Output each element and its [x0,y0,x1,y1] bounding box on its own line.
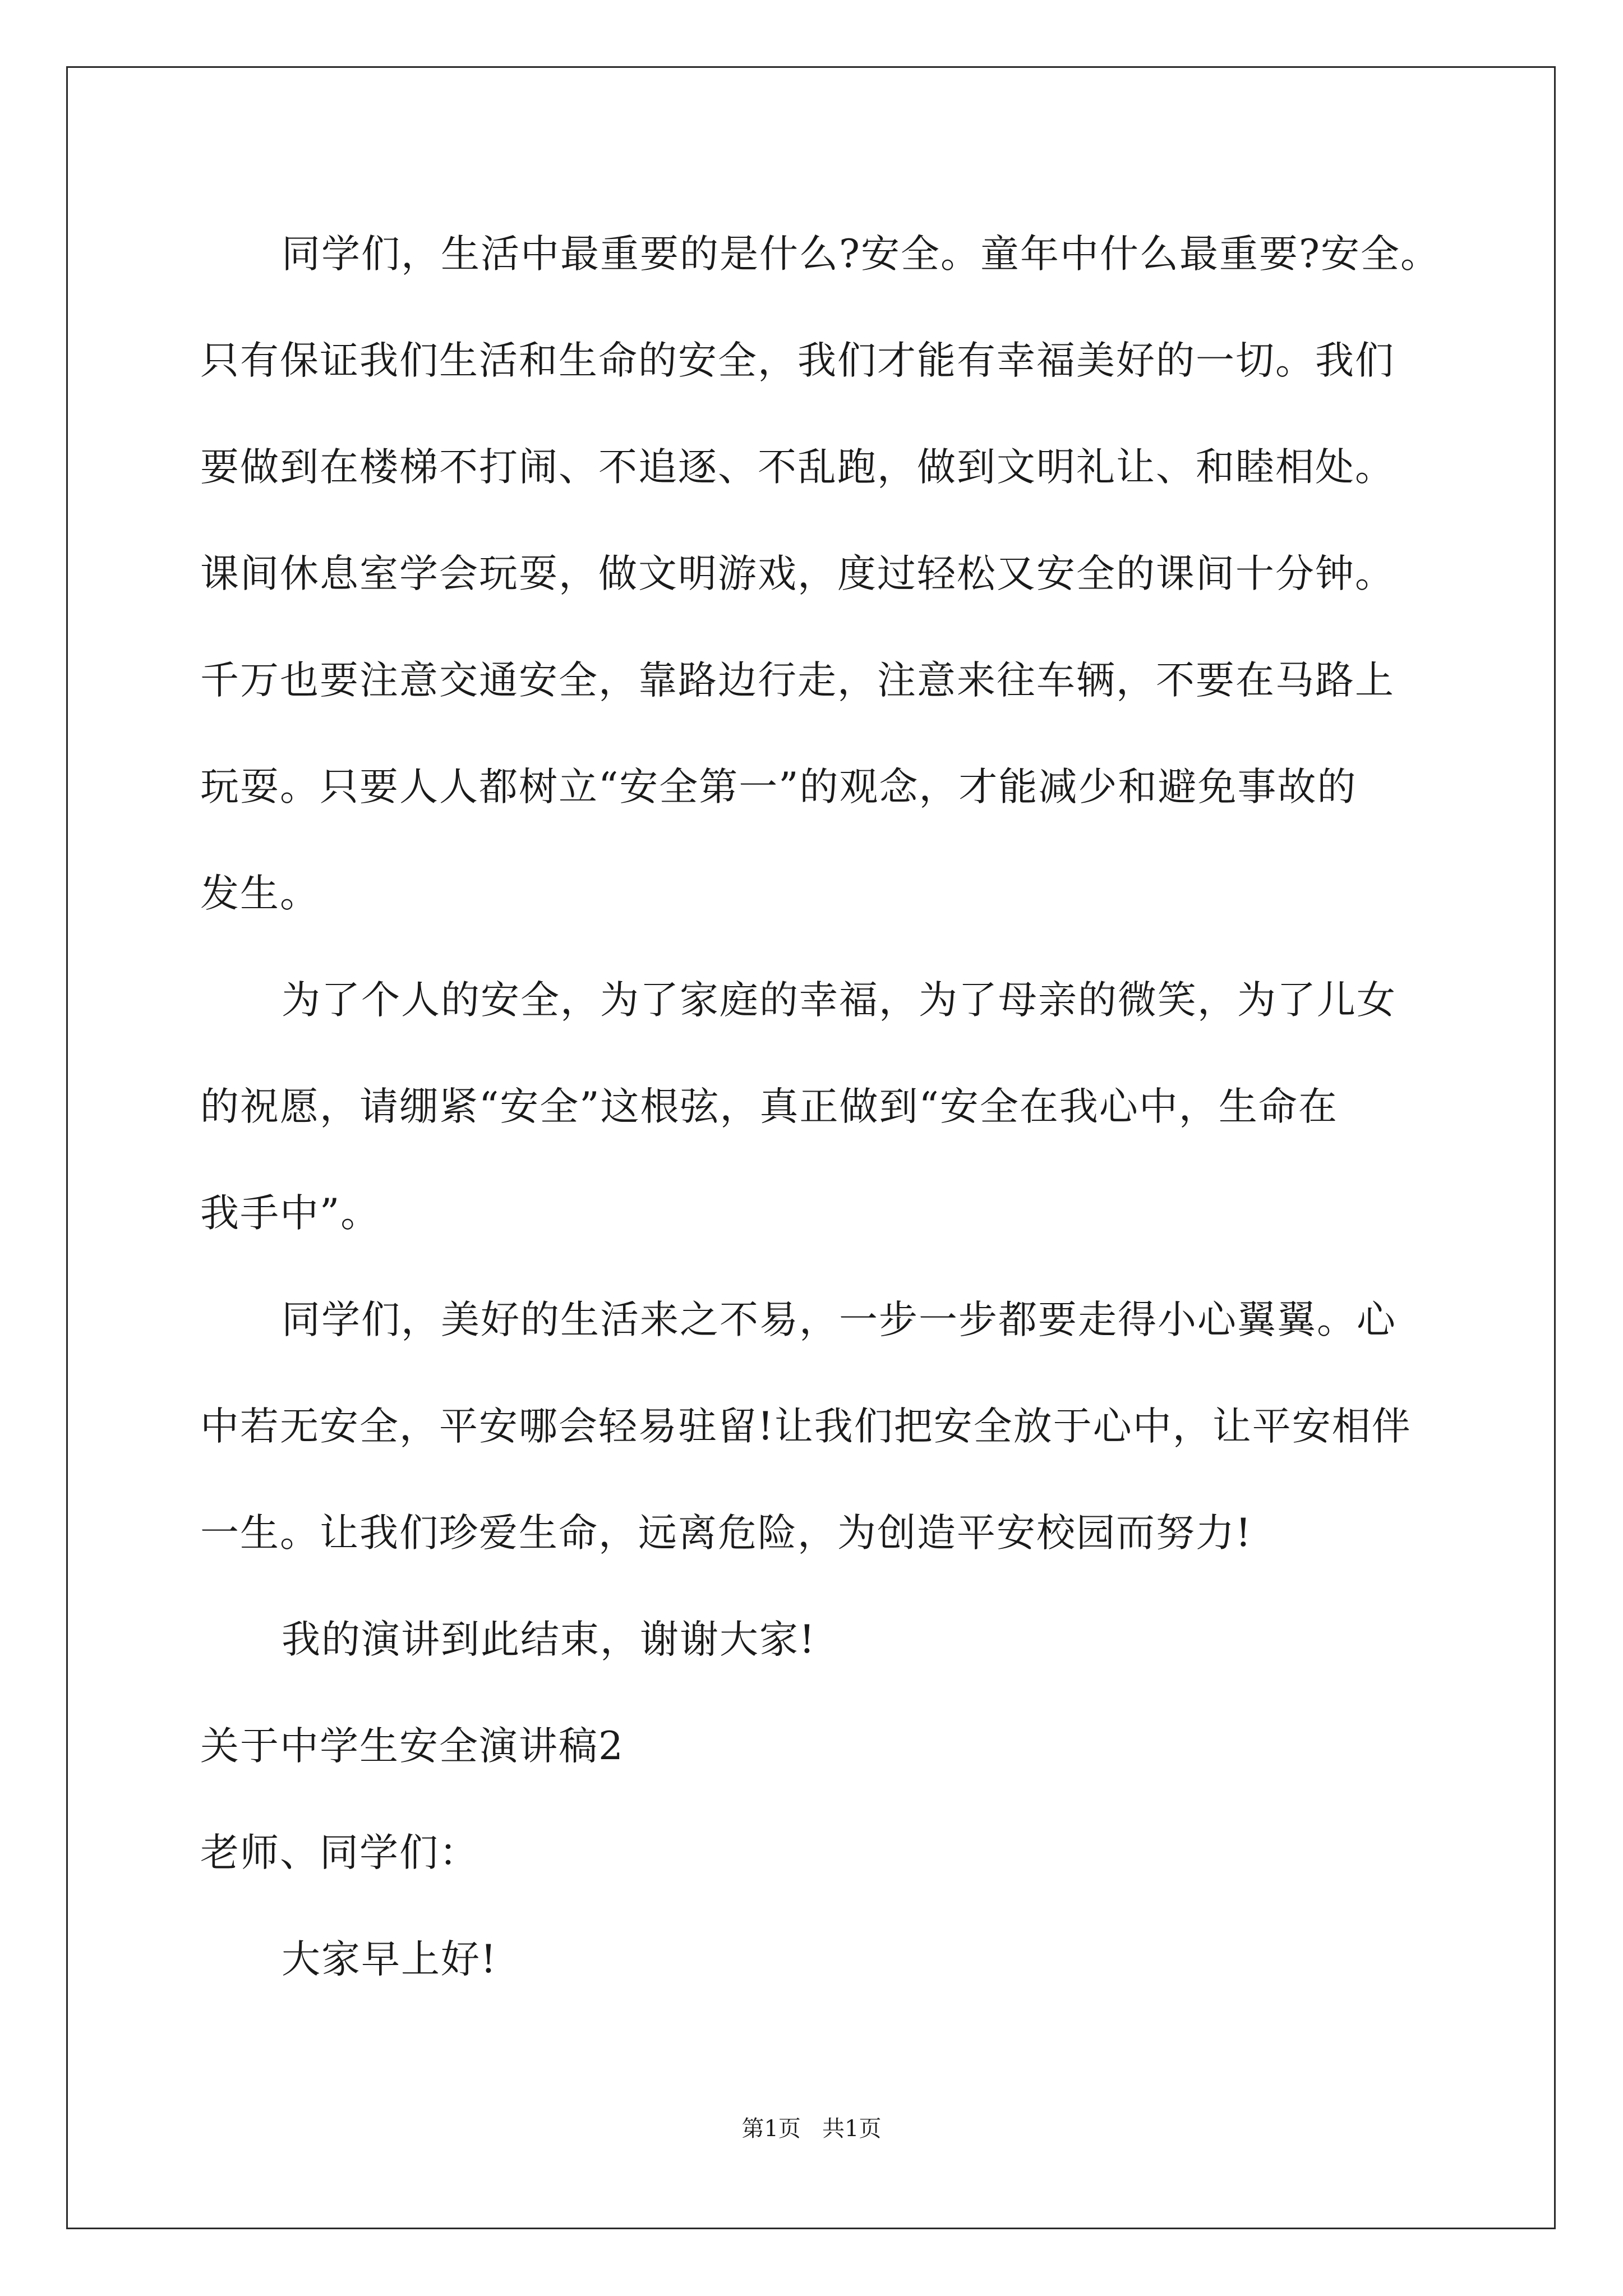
salutation: 老师、同学们： [200,1830,479,1875]
paragraph-line: 我的演讲到此结束，谢谢大家! [282,1617,816,1662]
paragraph-line: 为了个人的安全，为了家庭的幸福，为了母亲的微笑，为了儿女 [282,978,1396,1023]
paragraph-line: 同学们，生活中最重要的是什么?安全。童年中什么最重要?安全。 [282,232,1440,277]
paragraph-line: 一生。让我们珍爱生命，远离危险，为创造平安校园而努力! [200,1511,1252,1556]
paragraph-line: 中若无安全，平安哪会轻易驻留!让我们把安全放于心中，让平安相伴 [200,1404,1412,1449]
paragraph-line: 我手中”。 [200,1191,381,1236]
paragraph-line: 只有保证我们生活和生命的安全，我们才能有幸福美好的一切。我们 [200,338,1395,383]
page-footer: 第1页 共1页 [741,2116,882,2142]
paragraph-line: 千万也要注意交通安全，靠路边行走，注意来往车辆，不要在马路上 [200,658,1395,703]
paragraph-line: 要做到在楼梯不打闹、不追逐、不乱跑，做到文明礼让、和睦相处。 [200,445,1395,490]
paragraph-line: 的祝愿，请绷紧“安全”这根弦，真正做到“安全在我心中，生命在 [200,1084,1338,1129]
greeting: 大家早上好! [282,1937,497,1982]
section-heading: 关于中学生安全演讲稿2 [200,1724,624,1769]
paragraph-line: 同学们，美好的生活来之不易，一步一步都要走得小心翼翼。心 [282,1297,1396,1342]
paragraph-line: 发生。 [200,871,320,916]
page-border [66,66,1556,2229]
paragraph-line: 玩耍。只要人人都树立“安全第一”的观念，才能减少和避免事故的 [200,765,1357,809]
paragraph-line: 课间休息室学会玩耍，做文明游戏，度过轻松又安全的课间十分钟。 [200,551,1395,596]
